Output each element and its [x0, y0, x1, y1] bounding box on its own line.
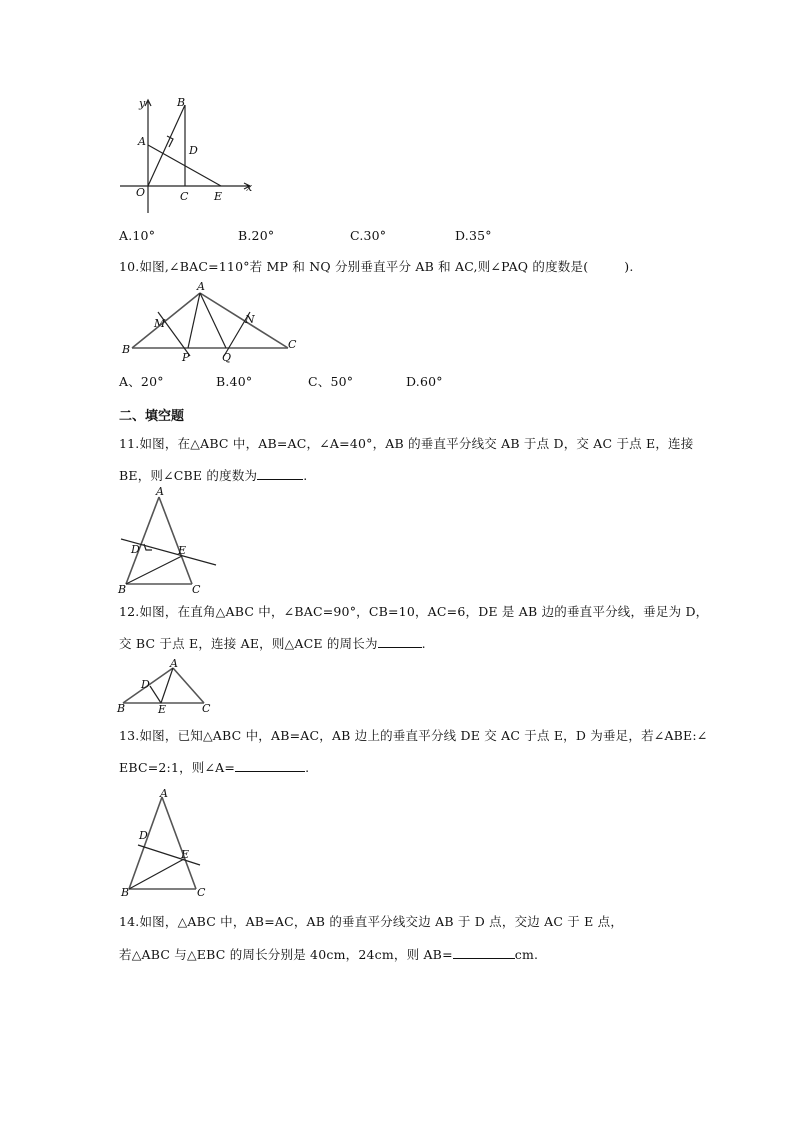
q10-label-B: B — [122, 343, 131, 356]
q10-option-a: A、20° — [119, 374, 164, 389]
q13-label-B: B — [121, 886, 130, 899]
q12-side-AC — [173, 668, 204, 703]
q10-label-M: M — [154, 317, 166, 330]
q9-label-D: D — [189, 144, 198, 157]
q12-label-E: E — [158, 703, 167, 716]
q12-line2-text: 交 BC 于点 E，连接 AE，则△ACE 的周长为 — [119, 636, 378, 651]
q9-label-E: E — [214, 190, 223, 203]
q9-option-a: A.10° — [119, 228, 156, 243]
q14-answer-blank[interactable] — [453, 946, 515, 959]
q9-label-y: y — [139, 97, 146, 110]
q12-bisector-DE — [150, 686, 161, 703]
q11-answer-blank[interactable] — [257, 467, 303, 480]
q10-stem-text: 10.如图,∠BAC=110°若 MP 和 NQ 分别垂直平分 AB 和 AC,则∠PAQ 的度数是( — [119, 259, 589, 274]
q14-line1: 14.如图，△ABC 中，AB=AC，AB 的垂直平分线交边 AB 于 D 点，交边 AC 于 E 点， — [119, 914, 624, 929]
q9-option-b: B.20° — [238, 228, 275, 243]
q10-option-b: B.40° — [216, 374, 253, 389]
q9-option-d: D.35° — [455, 228, 492, 243]
q10-stem-tail: ). — [624, 259, 634, 274]
q10-label-P: P — [182, 351, 190, 364]
q13-label-D: D — [139, 829, 148, 842]
q11-label-E: E — [178, 544, 187, 557]
q11-label-B: B — [118, 583, 127, 596]
q13-line1: 13.如图，已知△ABC 中，AB=AC，AB 边上的垂直平分线 DE 交 AC 于点 E，D 为垂足，若∠ABE:∠ — [119, 728, 708, 743]
q13-answer-blank[interactable] — [235, 759, 305, 772]
q14-line2-text: 若△ABC 与△EBC 的周长分别是 40cm，24cm，则 AB= — [119, 947, 453, 962]
q13-label-A: A — [160, 787, 168, 800]
q9-label-C: C — [180, 190, 189, 203]
q13-label-C: C — [197, 886, 206, 899]
q13-bisector-DE — [138, 845, 200, 865]
q12-label-D: D — [141, 678, 150, 691]
q9-label-O: O — [136, 186, 146, 199]
q9-label-B: B — [177, 96, 186, 109]
q11-label-A: A — [156, 485, 164, 498]
q10-option-c: C、50° — [308, 374, 354, 389]
q9-segment-OB — [148, 105, 185, 186]
q11-line2 — [119, 467, 307, 484]
q11-side-AC — [159, 497, 192, 584]
q13-line2-text: EBC=2:1，则∠A= — [119, 760, 236, 775]
q9-label-x: x — [246, 181, 253, 194]
q13-segment-BE — [129, 859, 184, 889]
q11-line2-tail: . — [303, 468, 308, 483]
q12-label-A: A — [170, 657, 178, 670]
q11-line2-text: BE，则∠CBE 的度数为 — [119, 468, 258, 483]
q12-line2-tail: . — [421, 636, 426, 651]
q10-label-A: A — [197, 280, 205, 293]
q9-option-c: C.30° — [350, 228, 387, 243]
q10-label-C: C — [288, 338, 297, 351]
q14-line2 — [119, 946, 538, 963]
q12-line1: 12.如图，在直角△ABC 中，∠BAC=90°，CB=10，AC=6，DE 是 AB 边的垂直平分线，垂足为 D， — [119, 604, 709, 619]
q12-line2 — [119, 635, 426, 652]
q13-side-AC — [162, 797, 196, 889]
q12-label-C: C — [202, 702, 211, 715]
q11-line1: 11.如图，在△ABC 中，AB=AC，∠A=40°，AB 的垂直平分线交 AB 于点 D，交 AC 于点 E，连接 — [119, 436, 694, 451]
q10-stem — [119, 259, 634, 275]
q13-figure — [116, 787, 216, 899]
q11-label-C: C — [192, 583, 201, 596]
q11-figure — [116, 487, 226, 597]
q11-label-D: D — [131, 543, 140, 556]
q11-side-AB — [126, 497, 159, 584]
q9-label-A: A — [138, 135, 146, 148]
q13-line2-tail: . — [305, 760, 310, 775]
q14-line2-tail: cm. — [514, 947, 539, 962]
q9-figure — [115, 95, 260, 220]
q10-option-d: D.60° — [406, 374, 443, 389]
q13-label-E: E — [181, 848, 190, 861]
q12-segment-AE — [161, 668, 173, 703]
section-title-fill-in: 二、填空题 — [119, 409, 185, 424]
q12-label-B: B — [117, 702, 126, 715]
q12-figure — [116, 658, 216, 716]
q13-line2 — [119, 759, 309, 776]
q10-label-N: N — [245, 313, 255, 326]
q10-label-Q: Q — [222, 351, 232, 364]
q10-figure — [118, 282, 303, 362]
q13-side-AB — [129, 797, 162, 889]
q12-answer-blank[interactable] — [378, 635, 422, 648]
